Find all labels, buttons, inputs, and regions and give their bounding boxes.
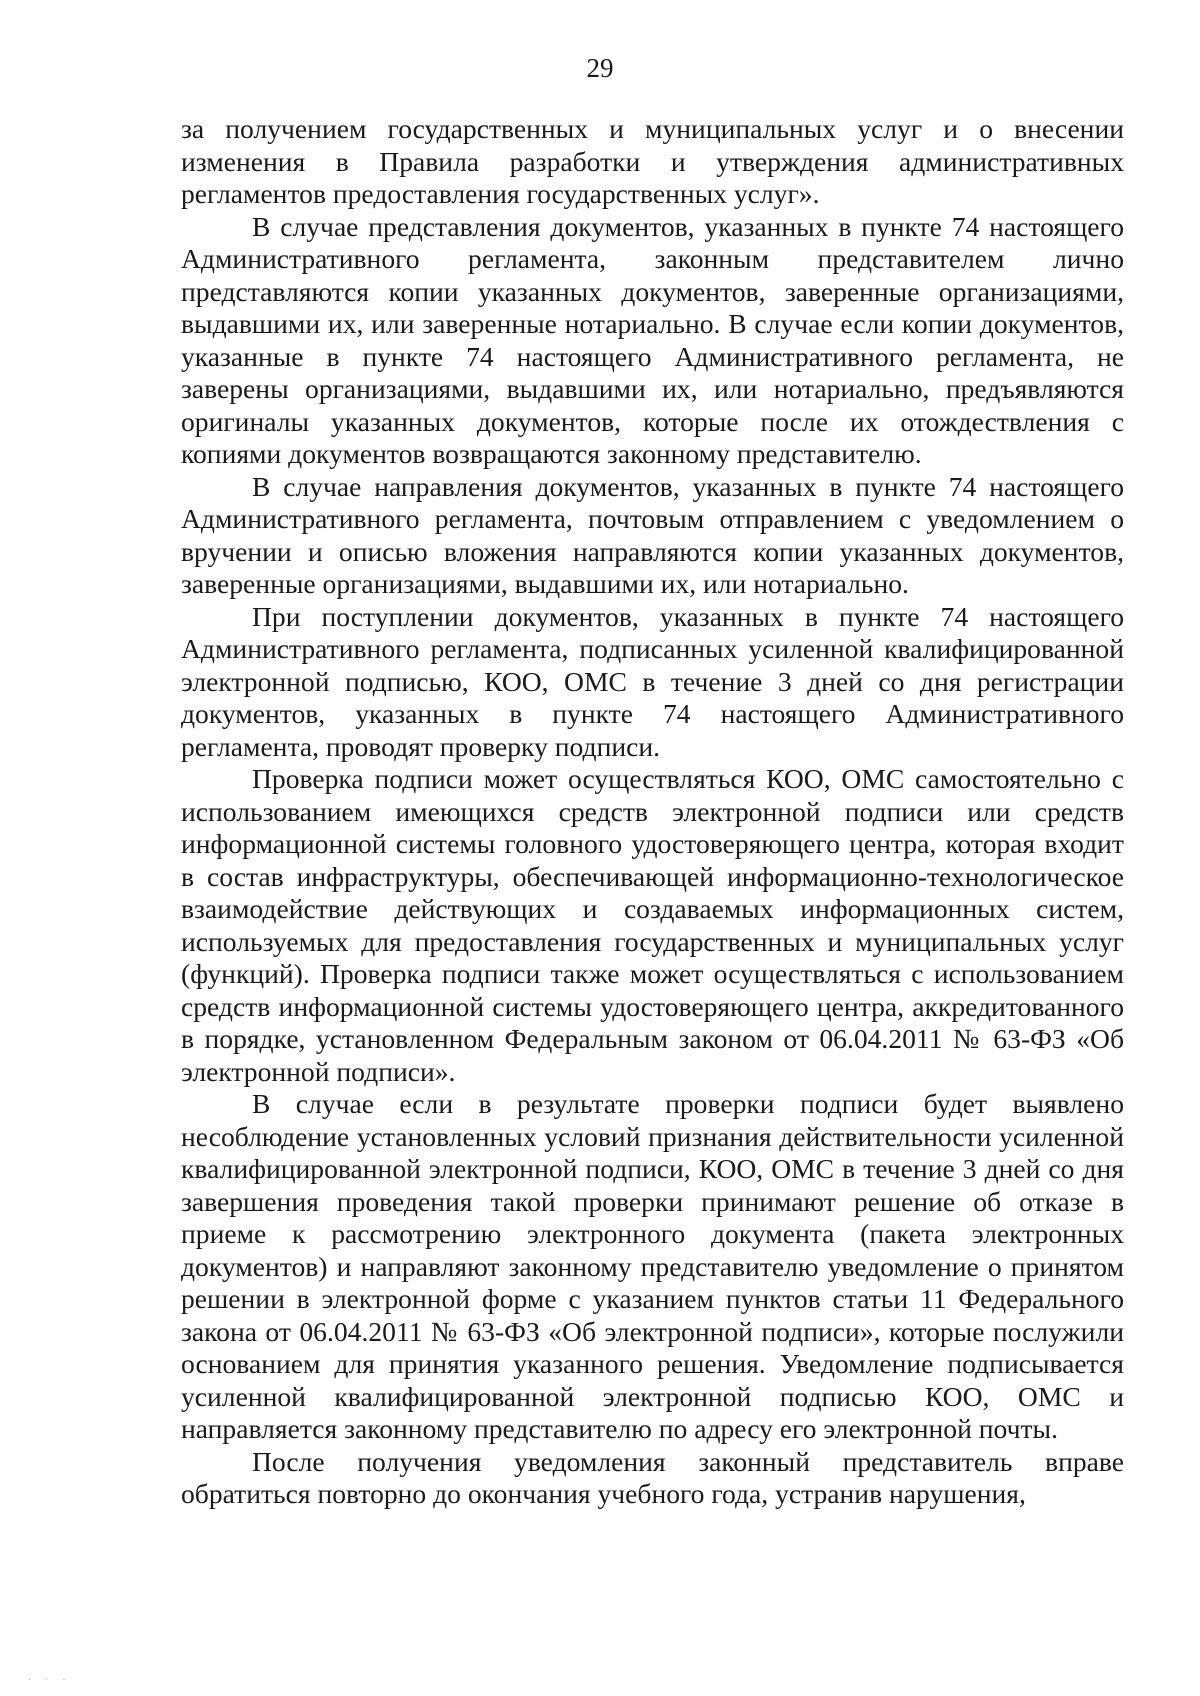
paragraph-continuation: за получением государственных и муниципальных услуг и о внесении изменения в Правила разработки и утверждения административных регламентов предоставления государственных услуг». <box>181 113 1124 209</box>
page-number: 29 <box>586 53 614 83</box>
paragraph: В случае если в результате проверки подписи будет выявлено несоблюдение установленных условий признания действительности усиленной квалифицированной электронной подписи, КОО, ОМС в течение 3 дней со дня завершения проведения такой проверки принимают решение об отказе в приеме к рассмотрению электронного документа (пакета электронных документов) и направляют законному представителю уведомление о принятом решении в электронной форме с указанием пунктов статьи 11 Федерального закона от 06.04.2011 № 63-ФЗ «Об электронной подписи», которые послужили основанием для принятия указанного решения. Уведомление подписывается усиленной квалифицированной электронной подписью КОО, ОМС и направляется законному представителю по адресу его электронной почты. <box>181 1088 1124 1444</box>
scan-margin-marks: ·‧· <box>28 1675 80 1686</box>
paragraph: Проверка подписи может осуществляться КОО, ОМС самостоятельно с использованием имеющихся средств электронной подписи или средств информационной системы головного удостоверяющего центра, которая входит в состав инфраструктуры, обеспечивающей информационно-технологическое взаимодействие действующих и создаваемых информационных систем, используемых для предоставления государственных и муниципальных услуг (функций). Проверка подписи также может осуществляться с использованием средств информационной системы удостоверяющего центра, аккредитованного в порядке, установленном Федеральным законом от 06.04.2011 № 63-ФЗ «Об электронной подписи». <box>181 763 1124 1087</box>
paragraph: В случае направления документов, указанных в пункте 74 настоящего Административного регламента, почтовым отправлением с уведомлением о вручении и описью вложения направляются копии указанных документов, заверенные организациями, выдавшими их, или нотариально. <box>181 470 1124 599</box>
paragraph: После получения уведомления законный представитель вправе обратиться повторно до окончания учебного года, устранив нарушения, <box>181 1445 1124 1509</box>
paragraph: В случае представления документов, указанных в пункте 74 настоящего Административного регламента, законным представителем лично представляются копии указанных документов, заверенные организациями, выдавшими их, или заверенные нотариально. В случае если копии документов, указанные в пункте 74 настоящего Административного регламента, не заверены организациями, выдавшими их, или нотариально, предъявляются оригиналы указанных документов, которые после их отождествления с копиями документов возвращаются законному представителю. <box>181 210 1124 469</box>
paragraph: При поступлении документов, указанных в пункте 74 настоящего Административного регламента, подписанных усиленной квалифицированной электронной подписью, КОО, ОМС в течение 3 дней со дня регистрации документов, указанных в пункте 74 настоящего Административного регламента, проводят проверку подписи. <box>181 600 1124 762</box>
document-body <box>181 113 1124 1511</box>
